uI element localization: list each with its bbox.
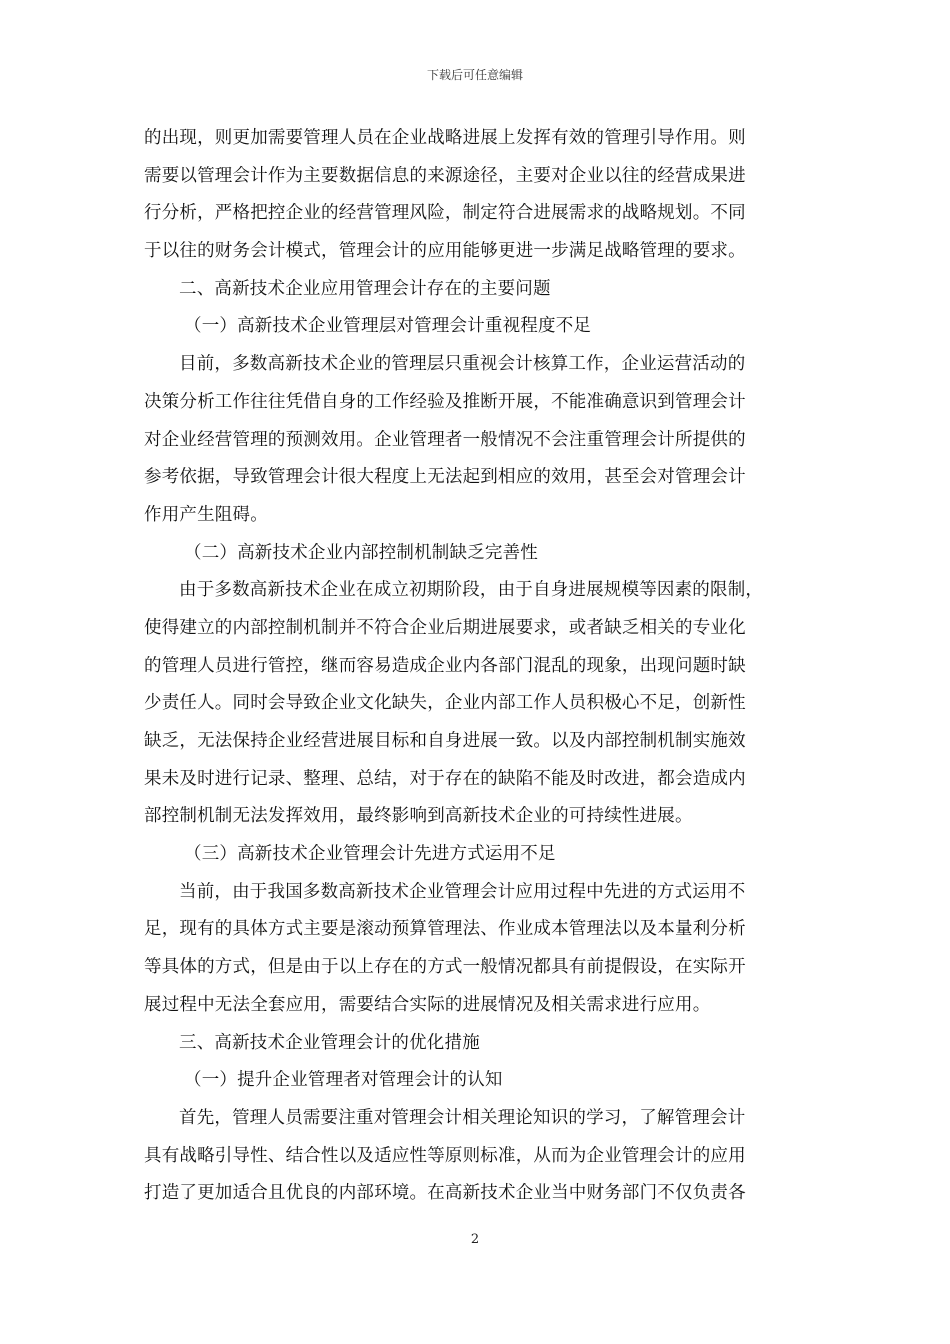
document-body xyxy=(144,120,808,1213)
body-line: 需要以管理会计作为主要数据信息的来源途径，主要对企业以往的经营成果进 xyxy=(144,165,746,186)
body-line: 足，现有的具体方式主要是滚动预算管理法、作业成本管理法以及本量利分析 xyxy=(144,919,746,940)
paragraph-first-line: 首先，管理人员需要注重对管理会计相关理论知识的学习，了解管理会计 xyxy=(179,1107,746,1128)
section-heading: 三、高新技术企业管理会计的优化措施 xyxy=(179,1032,480,1053)
body-line: 打造了更加适合且优良的内部环境。在高新技术企业当中财务部门不仅负责各 xyxy=(144,1183,746,1204)
page-header: 下载后可任意编辑 xyxy=(426,68,523,82)
body-line: 少责任人。同时会导致企业文化缺失，企业内部工作人员积极心不足，创新性 xyxy=(144,693,746,714)
body-line: 缺乏，无法保持企业经营进展目标和自身进展一致。以及内部控制机制实施效 xyxy=(144,731,746,751)
subsection-heading: （三）高新技术企业管理会计先进方式运用不足 xyxy=(184,844,556,865)
paragraph-first-line: 目前，多数高新技术企业的管理层只重视会计核算工作，企业运营活动的 xyxy=(179,354,746,375)
subsection-heading: （二）高新技术企业内部控制机制缺乏完善性 xyxy=(184,542,538,563)
body-line: 参考依据，导致管理会计很大程度上无法起到相应的效用，甚至会对管理会计 xyxy=(144,467,746,488)
body-line: 部控制机制无法发挥效用，最终影响到高新技术企业的可持续性进展。 xyxy=(144,806,693,827)
body-line: 于以往的财务会计模式，管理会计的应用能够更进一步满足战略管理的要求。 xyxy=(144,241,746,262)
page-number: 2 xyxy=(470,1232,480,1247)
body-line: 展过程中无法全套应用，需要结合实际的进展情况及相关需求进行应用。 xyxy=(144,994,711,1015)
body-line: 对企业经营管理的预测效用。企业管理者一般情况不会注重管理会计所提供的 xyxy=(144,429,746,450)
body-line: 行分析，严格把控企业的经营管理风险，制定符合进展需求的战略规划。不同 xyxy=(144,203,746,224)
body-line: 果未及时进行记录、整理、总结，对于存在的缺陷不能及时改进，都会造成内 xyxy=(144,768,746,789)
body-line: 作用产生阻碍。 xyxy=(144,504,268,525)
body-line: 的出现，则更加需要管理人员在企业战略进展上发挥有效的管理引导作用。则 xyxy=(144,128,746,148)
body-line: 的管理人员进行管控，继而容易造成企业内各部门混乱的现象，出现问题时缺 xyxy=(144,655,746,676)
body-line: 使得建立的内部控制机制并不符合企业后期进展要求，或者缺乏相关的专业化 xyxy=(144,617,746,638)
paragraph-first-line: 当前，由于我国多数高新技术企业管理会计应用过程中先进的方式运用不 xyxy=(179,881,746,902)
paragraph-first-line: 由于多数高新技术企业在成立初期阶段，由于自身进展规模等因素的限制， xyxy=(179,580,764,601)
subsection-heading: （一）提升企业管理者对管理会计的认知 xyxy=(184,1070,503,1091)
body-line: 等具体的方式，但是由于以上存在的方式一般情况都具有前提假设，在实际开 xyxy=(144,957,746,978)
section-heading: 二、高新技术企业应用管理会计存在的主要问题 xyxy=(179,278,551,299)
body-line: 具有战略引导性、结合性以及适应性等原则标准，从而为企业管理会计的应用 xyxy=(144,1145,746,1166)
body-line: 决策分析工作往往凭借自身的工作经验及推断开展，不能准确意识到管理会计 xyxy=(144,391,746,412)
subsection-heading: （一）高新技术企业管理层对管理会计重视程度不足 xyxy=(184,316,592,337)
